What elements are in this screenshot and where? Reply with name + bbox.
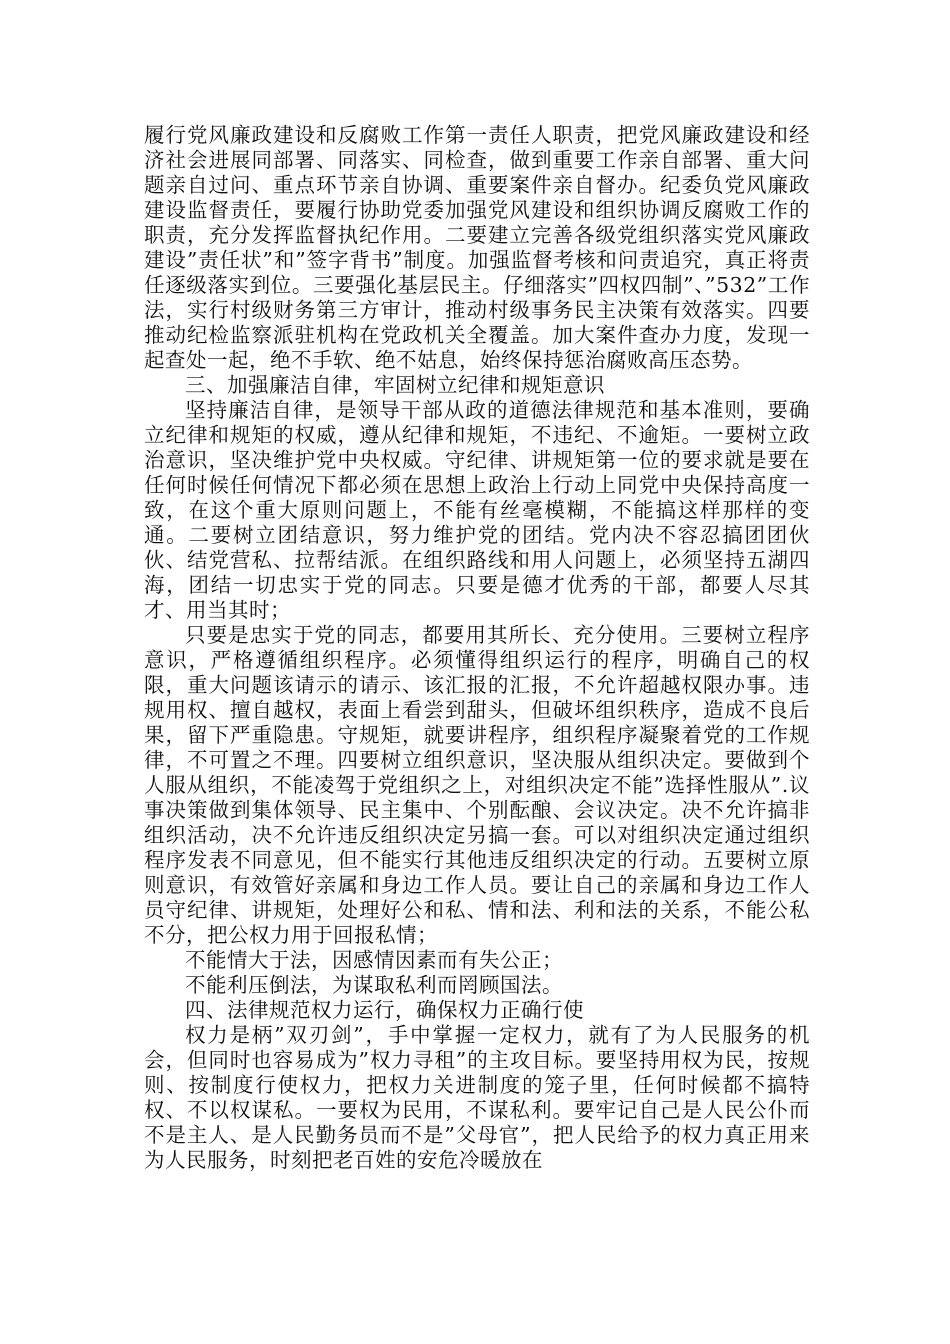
- body-paragraph: 不能利压倒法，为谋取私利而罔顾国法。: [185, 973, 563, 997]
- section-heading: 三、加强廉洁自律，牢固树立纪律和规矩意识: [185, 373, 605, 397]
- body-paragraph: 坚持廉洁自律，是领导干部从政的道德法律规范和基本准则，要确立纪律和规矩的权威，遵从纪律和规矩，不违纪、不逾矩。一要树立政治意识，坚决维护党中央权威。守纪律、讲规矩第一位的要求就是要在任何时候任何情况下都必须在思想上政治上行动上同党中央保持高度一致，在这个重大原则问题上，不能有丝毫模糊，不能搞这样那样的变通。二要树立团结意识，努力维护党的团结。党内决不容忍搞团团伙伙、结党营私、拉帮结派。在组织路线和用人问题上，必须坚持五湖四海，团结一切忠实于党的同志。只要是德才优秀的干部，都要人尽其才、用当其时；: [144, 398, 810, 622]
- body-paragraph: 履行党风廉政建设和反腐败工作第一责任人职责，把党风廉政建设和经济社会进展同部署、同落实、同检查，做到重要工作亲自部署、重大问题亲自过问、重点环节亲自协调、重要案件亲自督办。纪委负党风廉政建设监督责任，要履行协助党委加强党风建设和组织协调反腐败工作的职责，充分发挥监督执纪作用。二要建立完善各级党组织落实党风廉政建设”责任状”和”签字背书”制度。加强监督考核和问责追究，真正将责任逐级落实到位。三要强化基层民主。仔细落实”四权四制”、”532”工作法，实行村级财务第三方审计，推动村级事务民主决策有效落实。四要推动纪检监察派驻机构在党政机关全覆盖。加大案件查办力度，发现一起查处一起，绝不手软、绝不姑息，始终保持惩治腐败高压态势。: [144, 123, 810, 372]
- section-heading: 四、法律规范权力运行，确保权力正确行使: [185, 998, 584, 1022]
- document-page: [144, 123, 810, 1173]
- body-paragraph: 权力是柄”双刃剑”，手中掌握一定权力，就有了为人民服务的机会，但同时也容易成为”权力寻租”的主攻目标。要坚持用权为民，按规则、按制度行使权力，把权力关进制度的笼子里，任何时候都不搞特权、不以权谋私。一要权为民用，不谋私利。要牢记自己是人民公仆而不是主人、是人民勤务员而不是”父母官”，把人民给予的权力真正用来为人民服务，时刻把老百姓的安危冷暖放在: [144, 1023, 810, 1172]
- body-paragraph: 不能情大于法，因感情因素而有失公正；: [185, 948, 563, 972]
- body-paragraph: 只要是忠实于党的同志，都要用其所长、充分使用。三要树立程序意识，严格遵循组织程序。必须懂得组织运行的程序，明确自己的权限，重大问题该请示的请示、该汇报的汇报，不允许超越权限办事。违规用权、擅自越权，表面上看尝到甜头，但破坏组织秩序，造成不良后果，留下严重隐患。守规矩，就要讲程序，组织程序凝聚着党的工作规律，不可置之不理。四要树立组织意识，坚决服从组织决定。要做到个人服从组织，不能凌驾于党组织之上，对组织决定不能”选择性服从”.议事决策做到集体领导、民主集中、个别酝酿、会议决定。决不允许搞非组织活动，决不允许违反组织决定另搞一套。可以对组织决定通过组织程序发表不同意见，但不能实行其他违反组织决定的行动。五要树立原则意识，有效管好亲属和身边工作人员。要让自己的亲属和身边工作人员守纪律、讲规矩，处理好公和私、情和法、利和法的关系，不能公私不分，把公权力用于回报私情；: [144, 623, 810, 947]
